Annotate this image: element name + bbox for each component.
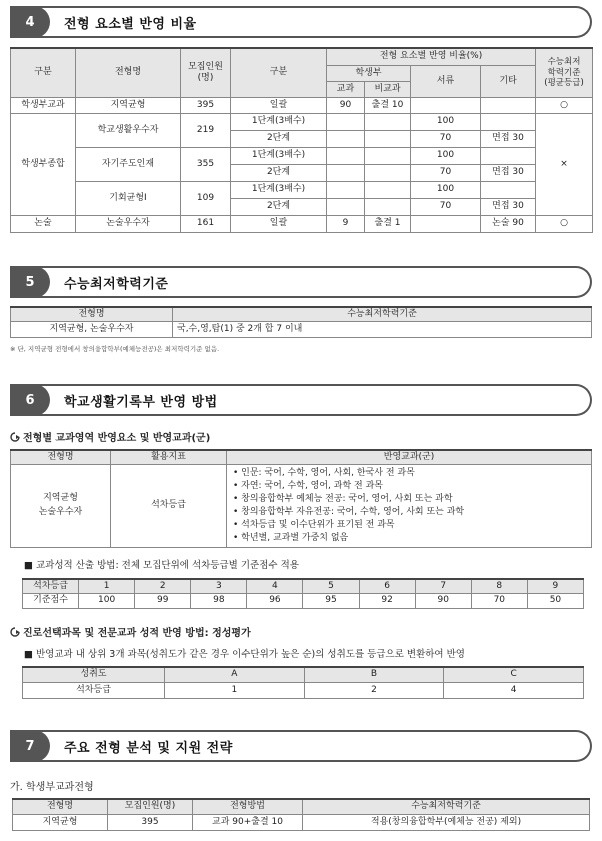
csat-table xyxy=(10,306,592,338)
cell-docs: 70 xyxy=(411,130,481,147)
header-achievement: 성취도 xyxy=(23,667,165,682)
sub-heading-7: 가. 학생부교과전형 xyxy=(10,782,94,793)
grade-cell: 1 xyxy=(79,579,135,593)
cell-etc: 면접 30 xyxy=(481,164,536,181)
cell-min: × xyxy=(536,113,593,215)
cell-docs: 100 xyxy=(411,147,481,164)
cell-quota: 395 xyxy=(108,814,193,830)
section-number: 7 xyxy=(10,730,50,762)
cell-non-subject: 출결 1 xyxy=(365,215,411,232)
track-2: 논술우수자 xyxy=(38,507,83,517)
section-5-header xyxy=(10,266,592,298)
cell-category: 논술 xyxy=(11,215,76,232)
cell-track: 지역균형, 논술우수자 xyxy=(11,321,173,337)
ratio-table xyxy=(10,47,593,233)
cell-track: 자기주도인재 xyxy=(76,147,181,181)
strategy-table xyxy=(12,798,590,831)
section-7-header xyxy=(10,730,592,762)
cell-etc: 면접 30 xyxy=(481,130,536,147)
score-cell: 100 xyxy=(79,593,135,608)
cell-stage: 2단계 xyxy=(231,198,327,215)
ach-cell: B xyxy=(304,667,444,682)
header-subjects: 반영교과(군) xyxy=(227,450,592,464)
header-quota: 모집인원 (명) xyxy=(181,48,231,97)
header-category: 구분 xyxy=(11,48,76,97)
grade-cell: 1 xyxy=(165,682,305,698)
cell-docs xyxy=(411,97,481,113)
cell-subject-list xyxy=(227,464,592,547)
header-quota: 모집인원(명) xyxy=(108,799,193,814)
score-cell: 70 xyxy=(471,593,527,608)
header-method: 전형방법 xyxy=(193,799,303,814)
achievement-table xyxy=(22,666,584,699)
section-6-header xyxy=(10,384,592,416)
cell-stage: 2단계 xyxy=(231,130,327,147)
cell-etc xyxy=(481,97,536,113)
footnote: ※ 단, 지역균형 전형에서 창의융합학부(예체능전공)은 최저학력기준 없음. xyxy=(10,344,220,353)
ratio-table-wrap xyxy=(10,47,592,233)
list-item: • 자연: 국어, 수학, 영어, 과학 전 과목 xyxy=(233,480,383,491)
section-title: 주요 전형 분석 및 지원 전략 xyxy=(64,741,233,756)
table-row xyxy=(13,814,590,830)
section-title: 학교생활기록부 반영 방법 xyxy=(64,395,218,410)
header-subject: 교과 xyxy=(327,81,365,97)
cell-docs: 100 xyxy=(411,113,481,130)
cell-min: ○ xyxy=(536,215,593,232)
sub-heading-text: 진로선택과목 및 전문교과 성적 반영 방법: 정성평가 xyxy=(23,628,251,639)
curved-arrow-icon xyxy=(10,627,20,637)
strategy-table-wrap xyxy=(12,798,590,831)
score-cell: 95 xyxy=(303,593,359,608)
section-title: 수능최저학력기준 xyxy=(64,277,169,292)
cell-stage: 일괄 xyxy=(231,97,327,113)
table-row xyxy=(23,593,584,608)
score-cell: 96 xyxy=(247,593,303,608)
ach-cell: C xyxy=(444,667,584,682)
sub-heading-2 xyxy=(10,624,592,639)
list-item: • 학년별, 교과별 가중치 없음 xyxy=(233,532,349,543)
cell-track: 지역균형 xyxy=(13,814,108,830)
table-row xyxy=(11,321,592,337)
csat-table-wrap xyxy=(10,306,592,353)
cell-stage: 일괄 xyxy=(231,215,327,232)
header-track: 전형명 xyxy=(76,48,181,97)
cell-quota: 161 xyxy=(181,215,231,232)
list-item: • 석차등급 및 이수단위가 표기된 전 과목 xyxy=(233,519,395,530)
score-cell: 92 xyxy=(359,593,415,608)
header-etc: 기타 xyxy=(481,65,536,97)
track-1: 지역균형 xyxy=(43,493,78,504)
section-4-header xyxy=(10,6,592,38)
section-7 xyxy=(10,730,592,762)
achievement-table-wrap xyxy=(22,666,584,699)
header-track: 전형명 xyxy=(11,307,173,321)
header-stage: 구분 xyxy=(231,48,327,97)
section-number: 4 xyxy=(10,6,50,38)
section-number: 6 xyxy=(10,384,50,416)
bullet-1: ■ 교과성적 산출 방법: 전체 모집단위에 석차등급별 기준점수 적용 xyxy=(24,560,299,571)
header-school-record: 학생부 xyxy=(327,65,411,81)
grade-cell: 2 xyxy=(135,579,191,593)
subjects-table xyxy=(10,449,592,548)
header-track: 전형명 xyxy=(13,799,108,814)
header-grade: 석차등급 xyxy=(23,682,165,698)
section-5 xyxy=(10,266,592,298)
cell-min: ○ xyxy=(536,97,593,113)
score-cell: 99 xyxy=(135,593,191,608)
table-row xyxy=(11,464,592,547)
grade-cell: 2 xyxy=(304,682,444,698)
cell-quota: 395 xyxy=(181,97,231,113)
cell-quota: 109 xyxy=(181,181,231,215)
header-non-subject: 비교과 xyxy=(365,81,411,97)
list-item: • 인문: 국어, 수학, 영어, 사회, 한국사 전 과목 xyxy=(233,467,415,478)
score-cell: 98 xyxy=(191,593,247,608)
cell-criteria: 국,수,영,탐(1) 중 2개 합 7 이내 xyxy=(173,321,592,337)
section-4 xyxy=(10,6,592,38)
grade-cell: 3 xyxy=(191,579,247,593)
grade-cell: 7 xyxy=(415,579,471,593)
cell-method: 교과 90+출결 10 xyxy=(193,814,303,830)
cell-category: 학생부종합 xyxy=(11,113,76,215)
table-row xyxy=(23,682,584,698)
cell-track: 학교생활우수자 xyxy=(76,113,181,147)
subjects-table-wrap xyxy=(10,449,592,548)
table-row xyxy=(11,113,593,130)
bullet-2: ■ 반영교과 내 상위 3개 과목(성취도가 같은 경우 이수단위가 높은 순)의 성취도를 등급으로 변환하여 반영 xyxy=(24,649,465,660)
cell-criteria: 적용(창의융합학부(예체능 전공) 제외) xyxy=(303,814,590,830)
cell-docs: 70 xyxy=(411,164,481,181)
cell-category: 학생부교과 xyxy=(11,97,76,113)
cell-docs: 70 xyxy=(411,198,481,215)
cell-track: 지역균형 xyxy=(76,97,181,113)
cell-quota: 355 xyxy=(181,147,231,181)
cell-etc: 논술 90 xyxy=(481,215,536,232)
score-cell: 90 xyxy=(415,593,471,608)
cell-track: 논술우수자 xyxy=(76,215,181,232)
ach-cell: A xyxy=(165,667,305,682)
cell-quota: 219 xyxy=(181,113,231,147)
score-cell: 50 xyxy=(527,593,583,608)
cell-docs xyxy=(411,215,481,232)
header-criteria: 수능최저학력기준 xyxy=(173,307,592,321)
cell-track xyxy=(11,464,111,547)
cell-non-subject: 출결 10 xyxy=(365,97,411,113)
sub-heading-1 xyxy=(10,429,592,444)
header-ratio: 전형 요소별 반영 비율(%) xyxy=(327,48,536,65)
grade-table xyxy=(22,578,584,609)
grade-cell: 4 xyxy=(247,579,303,593)
cell-subject: 90 xyxy=(327,97,365,113)
section-6 xyxy=(10,384,592,416)
cell-docs: 100 xyxy=(411,181,481,198)
cell-stage: 1단계(3배수) xyxy=(231,113,327,130)
table-row xyxy=(11,97,593,113)
section-title: 전형 요소별 반영 비율 xyxy=(64,17,197,32)
cell-etc: 면접 30 xyxy=(481,198,536,215)
cell-subject: 9 xyxy=(327,215,365,232)
list-item: • 창의융합학부 예체능 전공: 국어, 영어, 사회 또는 과학 xyxy=(233,493,453,504)
grade-cell: 9 xyxy=(527,579,583,593)
header-index: 활용지표 xyxy=(111,450,227,464)
list-item: • 창의융합학부 자유전공: 국어, 수학, 영어, 사회 또는 과학 xyxy=(233,506,465,517)
grade-cell: 6 xyxy=(359,579,415,593)
header-docs: 서류 xyxy=(411,65,481,97)
table-row xyxy=(11,215,593,232)
grade-cell: 5 xyxy=(303,579,359,593)
grade-cell: 8 xyxy=(471,579,527,593)
cell-stage: 1단계(3배수) xyxy=(231,147,327,164)
cell-stage: 1단계(3배수) xyxy=(231,181,327,198)
header-criteria: 수능최저학력기준 xyxy=(303,799,590,814)
header-csat-min: 수능최저 학력기준 (평균등급) xyxy=(536,48,593,97)
table-row xyxy=(11,181,593,198)
cell-track: 기회균형Ⅰ xyxy=(76,181,181,215)
cell-stage: 2단계 xyxy=(231,164,327,181)
table-row xyxy=(11,147,593,164)
section-number: 5 xyxy=(10,266,50,298)
header-grade: 석차등급 xyxy=(23,579,79,593)
header-track: 전형명 xyxy=(11,450,111,464)
header-score: 기준점수 xyxy=(23,593,79,608)
curved-arrow-icon xyxy=(10,432,20,442)
grade-table-wrap xyxy=(22,578,584,609)
cell-index: 석차등급 xyxy=(111,464,227,547)
sub-heading-text: 전형별 교과영역 반영요소 및 반영교과(군) xyxy=(23,433,211,444)
grade-cell: 4 xyxy=(444,682,584,698)
